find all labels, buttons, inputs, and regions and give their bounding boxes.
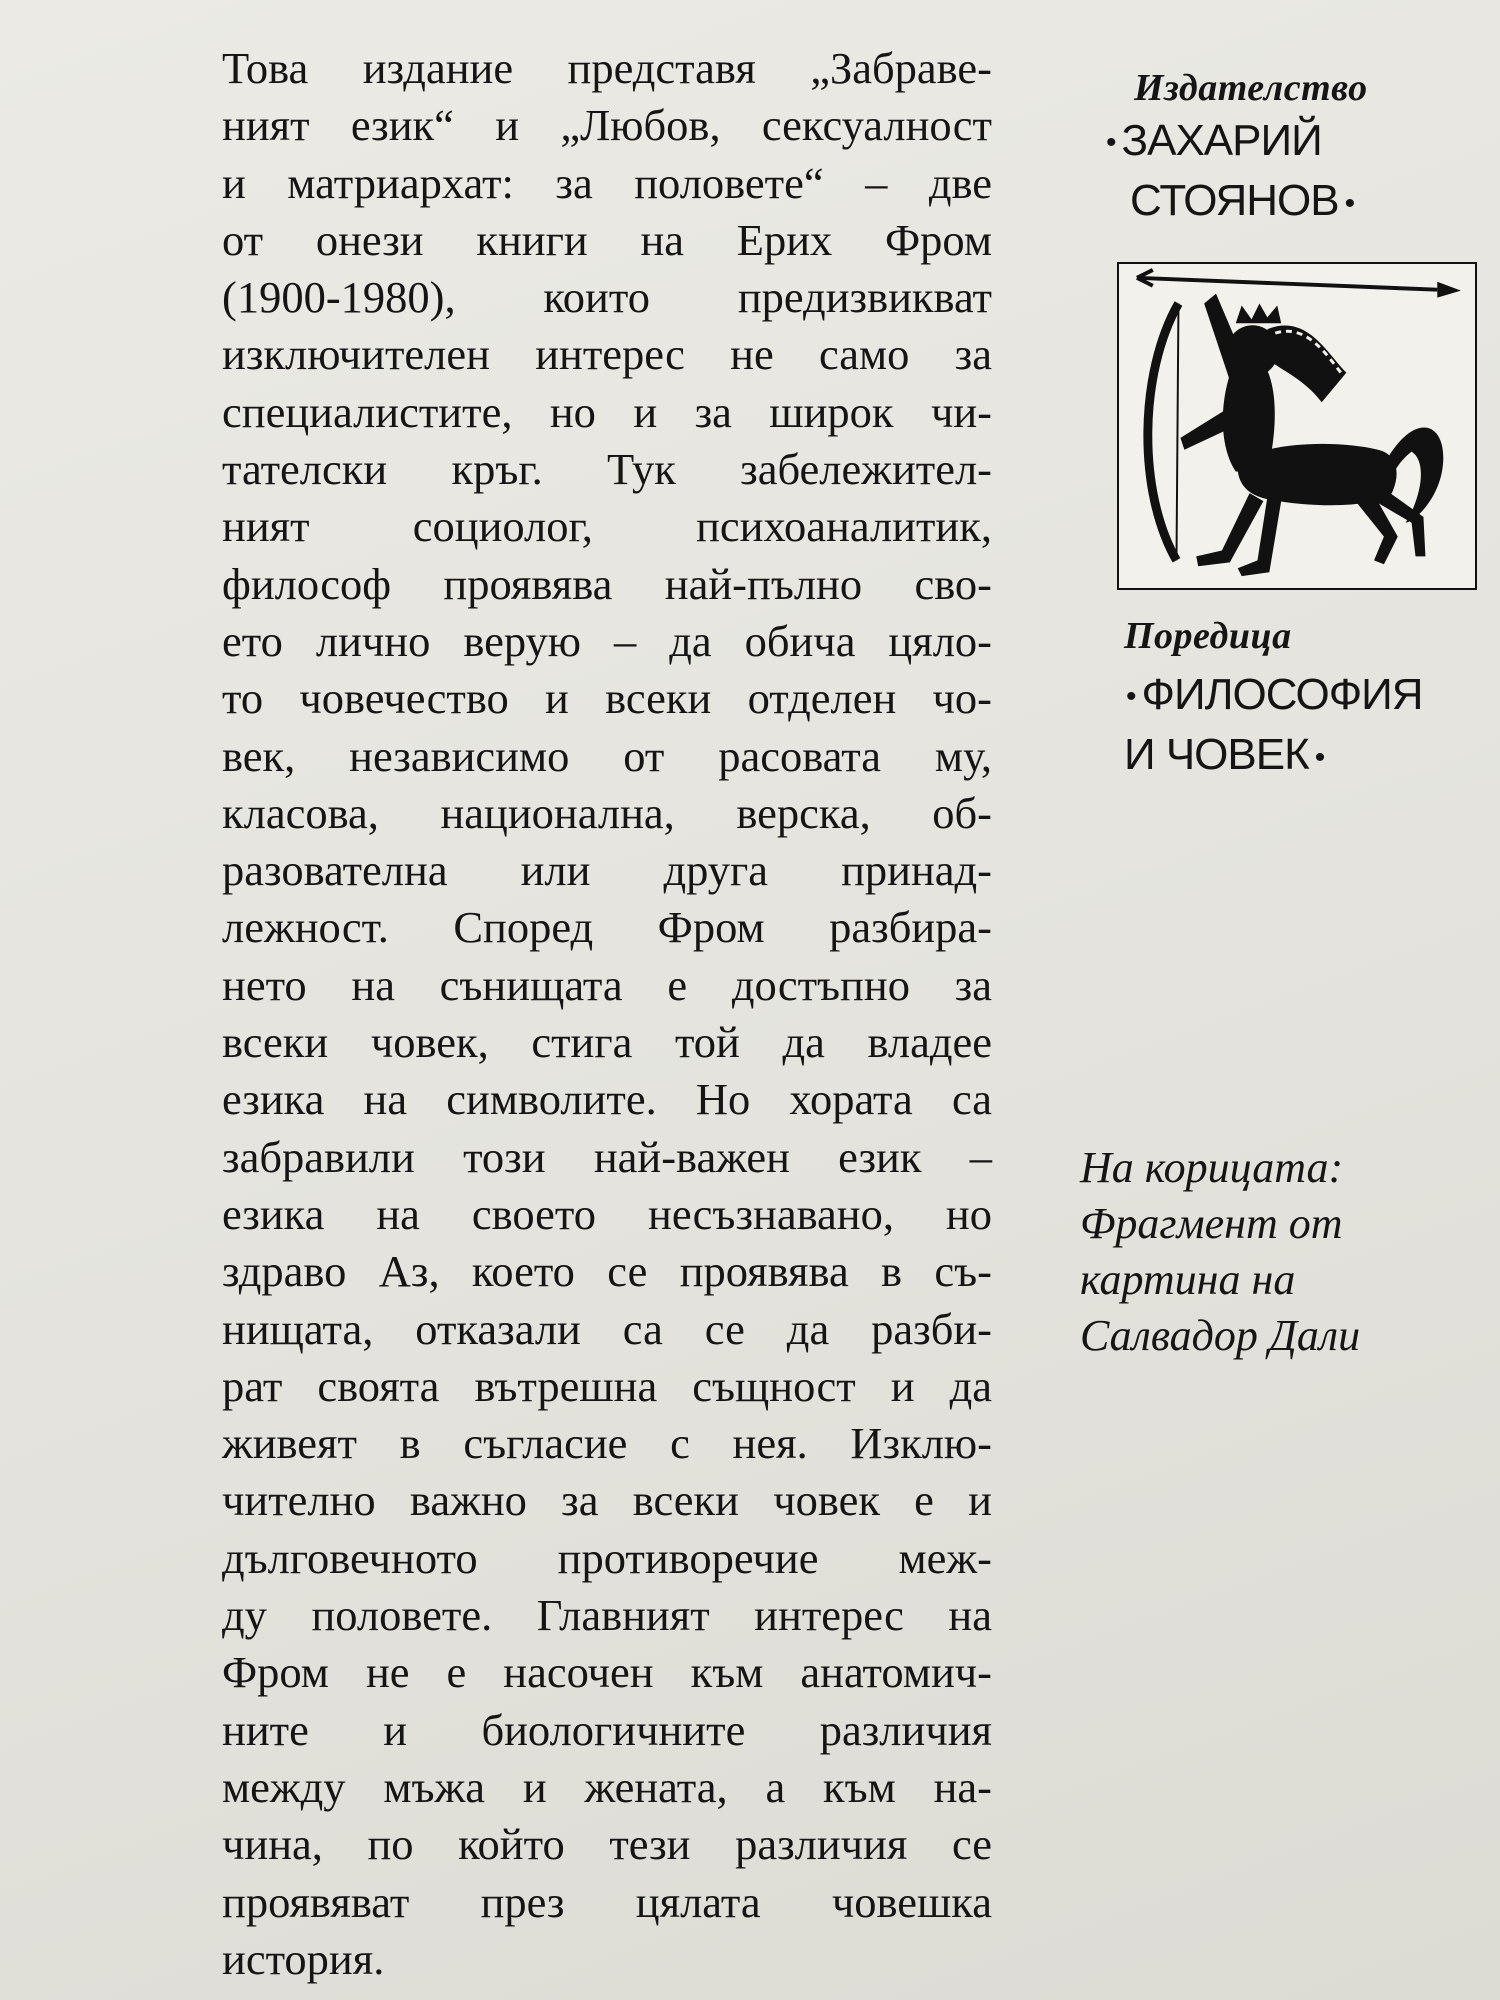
blurb-line: от онези книги на Ерих Фром <box>222 214 992 265</box>
bullet-dot-icon: • <box>1344 186 1355 220</box>
series-name-text: И ЧОВЕК <box>1124 730 1309 780</box>
cover-credit-note <box>1080 1140 1480 1364</box>
series-caption: Поредица <box>1124 615 1292 657</box>
blurb-line: ните и биологичните различия <box>222 1704 992 1755</box>
series-name-text: ФИЛОСОФИЯ <box>1141 670 1423 719</box>
bullet-dot-icon: • <box>1126 680 1136 714</box>
publisher-caption: Издателство <box>1134 67 1368 109</box>
bullet-dot-icon: • <box>1106 126 1116 160</box>
publisher-name-text: ЗАХАРИЙ <box>1121 116 1322 165</box>
blurb-line: рат своята вътрешна същност и да <box>222 1360 992 1411</box>
blurb-line: чително важно за всеки човек е и <box>222 1475 992 1526</box>
blurb-line: Това издание представя „Забраве- <box>222 43 992 93</box>
blurb-line: изключителен интерес не само за <box>222 329 992 380</box>
blurb-line: нищата, отказали са се да разби- <box>222 1303 992 1354</box>
cover-note-line: На корицата: <box>1080 1143 1344 1192</box>
cover-note-line: Салвадор Дали <box>1080 1311 1361 1360</box>
blurb-line: забравили този най-важен език – <box>222 1131 992 1182</box>
series-name-line-1 <box>1120 666 1480 726</box>
blurb-line: ду половете. Главният интерес на <box>222 1590 992 1641</box>
blurb-line: чина, по който тези различия се <box>222 1819 992 1870</box>
blurb-line: лежност. Според Фром разбира- <box>222 902 992 953</box>
blurb-line: между мъжа и жената, а към на- <box>222 1761 992 1812</box>
series-name-line-2 <box>1120 726 1480 786</box>
blurb-line: век, независимо от расовата му, <box>222 730 992 781</box>
blurb-line: проявяват през цялата човешка <box>222 1876 992 1927</box>
bullet-dot-icon: • <box>1314 740 1325 774</box>
blurb-line: специалистите, но и за широк чи- <box>222 386 992 437</box>
blurb-line: ето лично верую – да обича цяло- <box>222 615 992 666</box>
cover-note-line: Фрагмент от <box>1080 1199 1343 1248</box>
blurb-line: философ проявява най-пълно сво- <box>222 558 992 609</box>
publisher-name-line-1 <box>1100 112 1460 172</box>
blurb-line: ният социолог, психоаналитик, <box>222 501 992 552</box>
blurb-line: езика на своето несъзнавано, но <box>222 1188 992 1239</box>
blurb-line: история. <box>222 1933 385 1984</box>
blurb-line: и матриархат: за половете“ – две <box>222 157 992 208</box>
blurb-line: нето на сънищата е достъпно за <box>222 959 992 1010</box>
blurb-line: дълговечното противоречие меж- <box>222 1532 992 1583</box>
publisher-name-text: СТОЯНОВ <box>1130 176 1339 226</box>
publisher-name-line-2 <box>1100 172 1460 232</box>
blurb-line: (1900-1980), които предизвикват <box>222 272 992 323</box>
blurb-line: здраво Аз, което се проявява в съ- <box>222 1246 992 1297</box>
centaur-archer-logo <box>1117 262 1477 590</box>
blurb-line: тателски кръг. Тук забележител- <box>222 444 992 495</box>
back-cover-blurb <box>222 40 992 1988</box>
blurb-line: то човечество и всеки отделен чо- <box>222 673 992 724</box>
cover-note-line: картина на <box>1080 1255 1296 1304</box>
centaur-archer-icon <box>1119 264 1475 588</box>
blurb-line: ният език“ и „Любов, сексуалност <box>222 100 992 151</box>
blurb-line: езика на символите. Но хората са <box>222 1074 992 1125</box>
series-block <box>1120 612 1480 787</box>
publisher-block <box>1100 64 1460 233</box>
blurb-line: Фром не е насочен към анатомич- <box>222 1647 992 1698</box>
blurb-line: живеят в съгласие с нея. Изклю- <box>222 1418 992 1469</box>
blurb-line: разователна или друга принад- <box>222 845 992 896</box>
blurb-line: всеки човек, стига той да владее <box>222 1017 992 1068</box>
blurb-line: класова, национална, верска, об- <box>222 787 992 838</box>
